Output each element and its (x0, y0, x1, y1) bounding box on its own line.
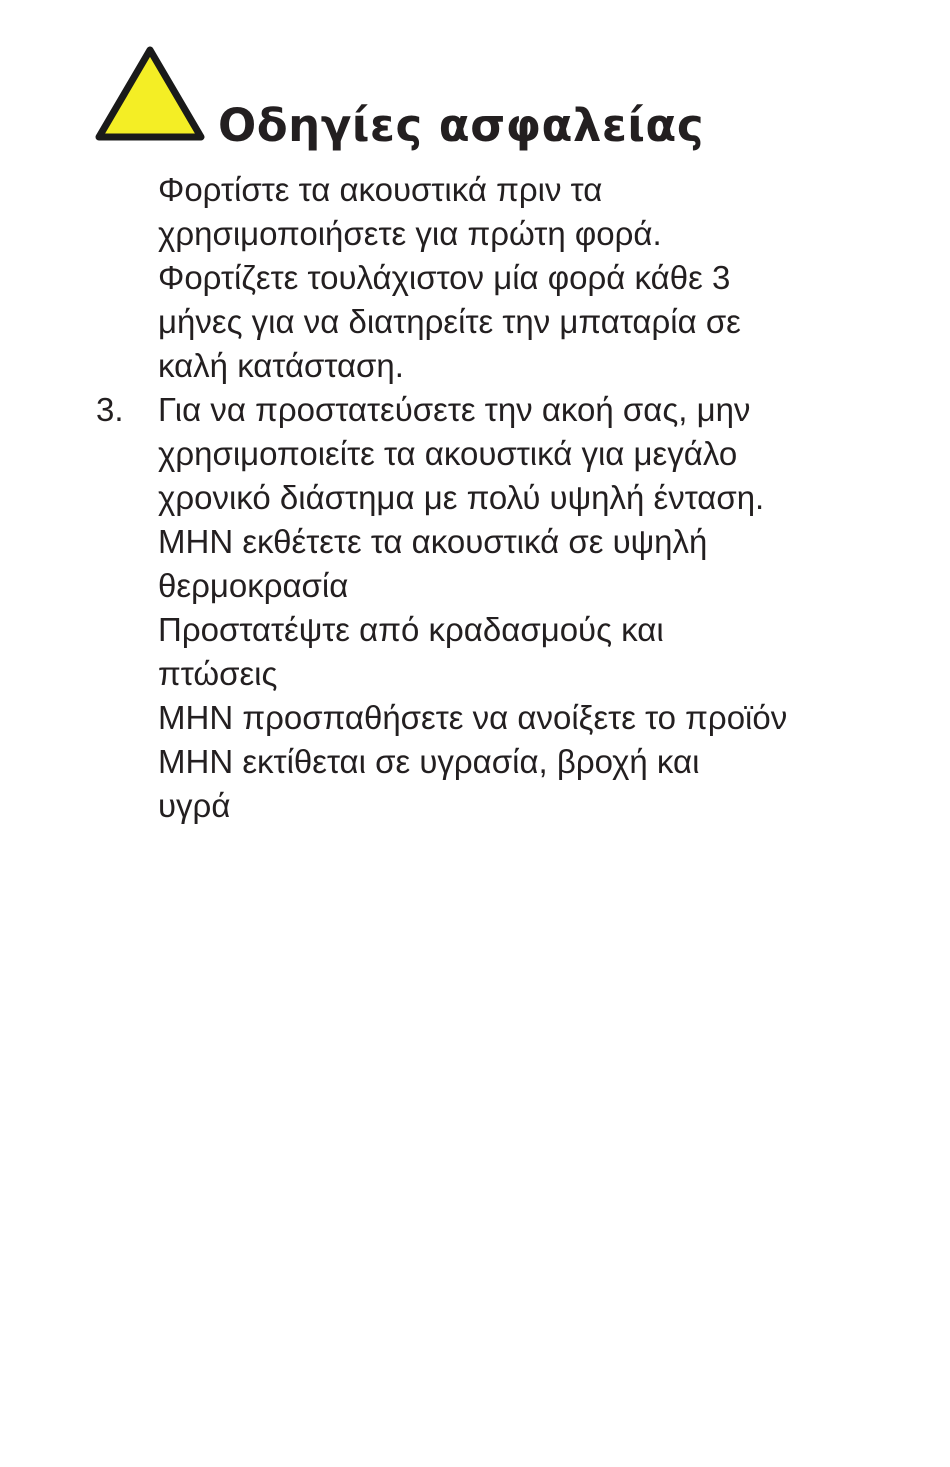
text-line: χρησιμοποιείτε τα ακουστικά για μεγάλο (158, 435, 738, 472)
text-line: Φορτίζετε τουλάχιστον μία φορά κάθε 3 (158, 259, 731, 296)
list-item (96, 388, 876, 828)
text-line: ΜΗΝ προσπαθήσετε να ανοίξετε το προϊόν (158, 699, 788, 736)
text-line: υγρά (158, 787, 231, 824)
text-line: καλή κατάσταση. (158, 347, 404, 384)
text-line: χρησιμοποιήσετε για πρώτη φορά. (158, 215, 662, 252)
item-number: 3. (96, 391, 124, 428)
text-line: χρονικό διάστημα με πολύ υψηλή ένταση. (158, 479, 765, 516)
text-line: ΜΗΝ εκθέτετε τα ακουστικά σε υψηλή (158, 523, 708, 560)
page-title: Οδηγίες ασφαλείας (218, 99, 705, 152)
instructions-list (96, 168, 876, 828)
text-line: ΜΗΝ εκτίθεται σε υγρασία, βροχή και (158, 743, 700, 780)
text-line: Προστατέψτε από κραδασμούς και (158, 611, 664, 648)
text-line: μήνες για να διατηρείτε την μπαταρία σε (158, 303, 741, 340)
warning-triangle-icon (94, 44, 206, 144)
list-item (96, 168, 876, 388)
text-line: πτώσεις (158, 655, 278, 692)
text-line: Για να προστατεύσετε την ακοή σας, μην (158, 391, 751, 428)
text-line: Φορτίστε τα ακουστικά πριν τα (158, 171, 603, 208)
text-line: θερμοκρασία (158, 567, 349, 604)
header (94, 44, 914, 164)
